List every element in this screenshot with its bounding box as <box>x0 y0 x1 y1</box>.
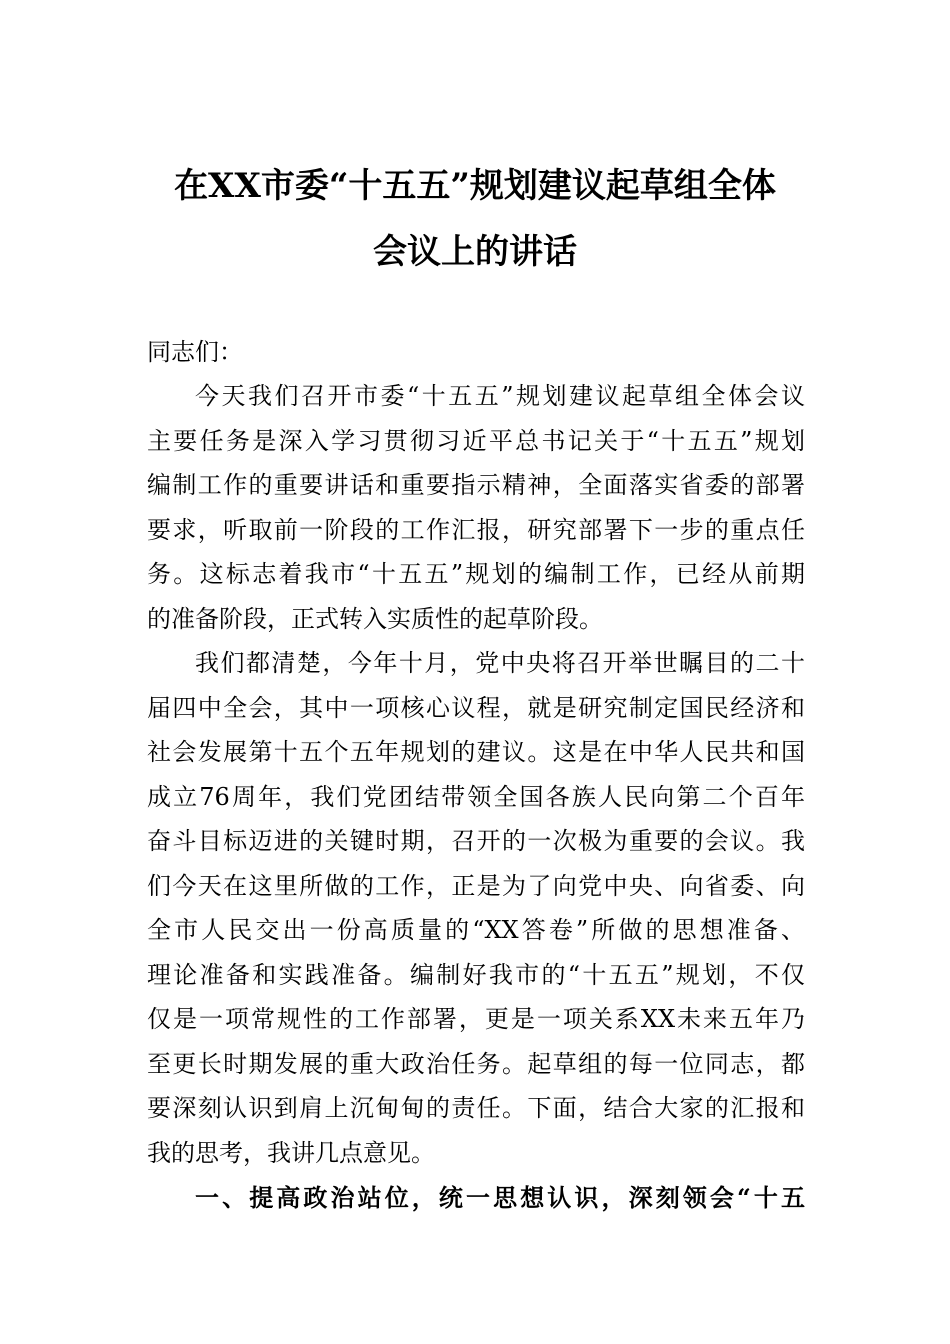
paragraph-line: 我的思考，我讲几点意见。 <box>147 1138 435 1167</box>
document-title-line-1: 在XX市委“十五五”规划建议起草组全体 <box>174 166 776 206</box>
paragraph-line: 届四中全会，其中一项核心议程，就是研究制定国民经济和 <box>147 693 805 722</box>
paragraph-line: 理论准备和实践准备。编制好我市的“十五五”规划，不仅 <box>147 960 805 989</box>
paragraph-line: 编制工作的重要讲话和重要指示精神，全面落实省委的部署 <box>147 471 805 499</box>
paragraph-line: 务。这标志着我市“十五五”规划的编制工作，已经从前期 <box>147 560 805 588</box>
paragraph-line: 仅是一项常规性的工作部署，更是一项关系XX未来五年乃 <box>147 1005 805 1033</box>
paragraph-line: 成立76周年，我们党团结带领全国各族人民向第二个百年 <box>147 782 805 811</box>
paragraph-line: 要深刻认识到肩上沉甸甸的责任。下面，结合大家的汇报和 <box>147 1094 805 1122</box>
paragraph-line: 我们都清楚，今年十月，党中央将召开举世瞩目的二十 <box>195 649 805 677</box>
paragraph-line: 社会发展第十五个五年规划的建议。这是在中华人民共和国 <box>147 738 805 766</box>
paragraph-line: 要求，听取前一阶段的工作汇报，研究部署下一步的重点任 <box>147 515 805 544</box>
salutation: 同志们： <box>147 338 243 366</box>
paragraph-line: 全市人民交出一份高质量的“XX答卷”所做的思想准备、 <box>147 916 805 944</box>
paragraph-line: 奋斗目标迈进的关键时期，召开的一次极为重要的会议。我 <box>147 827 805 855</box>
document-title-line-2: 会议上的讲话 <box>373 232 577 272</box>
paragraph-line: 主要任务是深入学习贯彻习近平总书记关于“十五五”规划 <box>147 426 805 455</box>
section-heading: 一、提高政治站位，统一思想认识，深刻领会“十五 <box>195 1183 805 1212</box>
paragraph-line: 们今天在这里所做的工作，正是为了向党中央、向省委、向 <box>147 871 805 900</box>
paragraph-line: 的准备阶段，正式转入实质性的起草阶段。 <box>147 604 603 633</box>
paragraph-line: 至更长时期发展的重大政治任务。起草组的每一位同志，都 <box>147 1049 805 1078</box>
paragraph-line: 今天我们召开市委“十五五”规划建议起草组全体会议 <box>195 382 805 410</box>
